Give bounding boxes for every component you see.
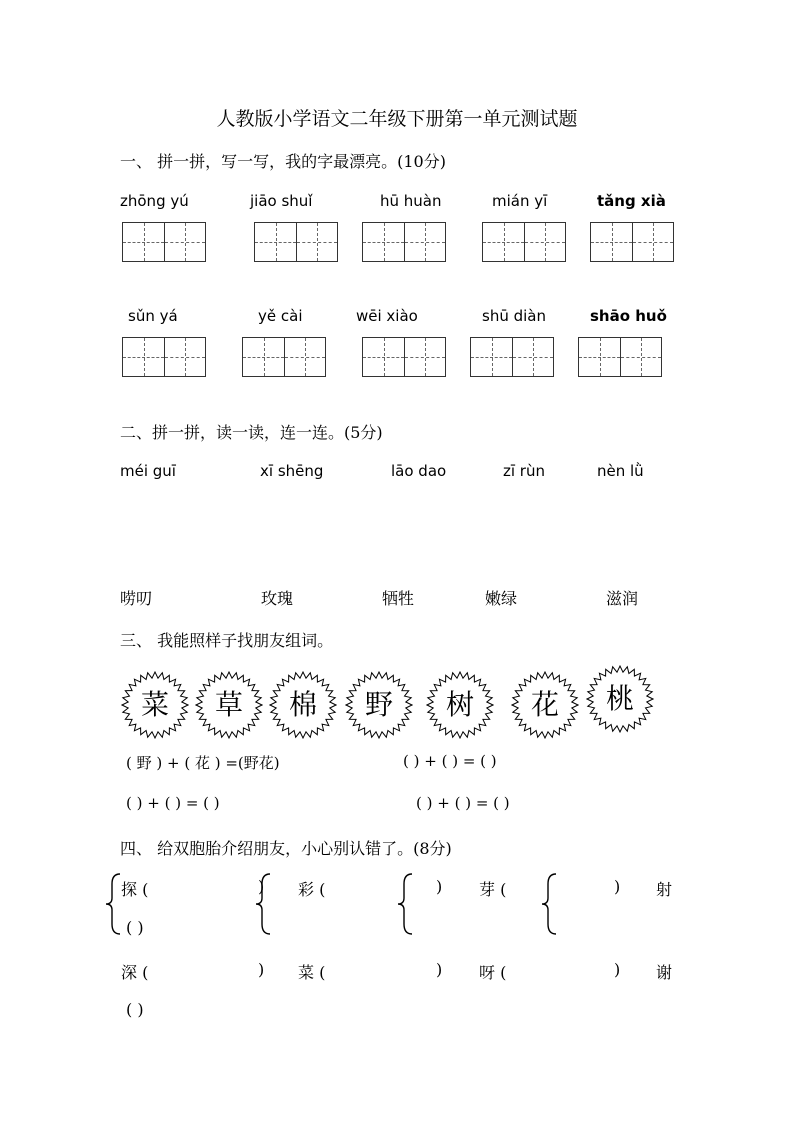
twin-char-label: 谢	[656, 963, 673, 982]
pinyin-label: tǎng xià	[597, 192, 666, 210]
twin-char-label: 菜 (	[298, 963, 326, 982]
star-char: 草	[214, 688, 243, 721]
writing-grid[interactable]	[122, 337, 206, 377]
star-badge	[586, 665, 654, 733]
paren-close: )	[436, 960, 443, 979]
section4-heading: 四、 给双胞胎介绍朋友，小心别认错了。(8分)	[120, 839, 452, 858]
section3-heading: 三、 我能照样子找朋友组词。	[120, 631, 334, 650]
match-word[interactable]: 玫瑰	[261, 589, 294, 608]
star-badge	[511, 671, 579, 739]
star-badge	[345, 671, 413, 739]
match-word[interactable]: 嫩绿	[485, 589, 518, 608]
writing-grid[interactable]	[362, 337, 446, 377]
pinyin-label: jiāo shuǐ	[250, 192, 313, 210]
pinyin-label: zī rùn	[503, 462, 545, 480]
writing-grid[interactable]	[242, 337, 326, 377]
blank-line[interactable]: ( ) + ( ) = ( )	[403, 752, 497, 770]
pinyin-label: shāo huǒ	[590, 307, 667, 325]
pinyin-label: zhōng yú	[120, 192, 189, 210]
pinyin-label: sǔn yá	[128, 307, 178, 325]
pinyin-label: xī shēng	[260, 462, 324, 480]
twin-char-label: 彩 (	[298, 880, 326, 899]
star-badge	[195, 671, 263, 739]
match-word[interactable]: 滋润	[606, 589, 639, 608]
paren-close: )	[258, 877, 265, 896]
blank-paren[interactable]: ( )	[126, 918, 144, 937]
star-badge	[269, 671, 337, 739]
writing-grid[interactable]	[578, 337, 662, 377]
star-char: 桃	[605, 682, 634, 715]
twin-char-label: 芽 (	[479, 880, 507, 899]
page-title: 人教版小学语文二年级下册第一单元测试题	[216, 108, 578, 130]
twin-char-label: 射	[656, 880, 673, 899]
section1-heading: 一、 拼一拼，写一写，我的字最漂亮。(10分)	[120, 152, 446, 171]
blank-line[interactable]: ( ) + ( ) = ( )	[416, 794, 510, 812]
pinyin-label: mián yī	[492, 192, 548, 210]
writing-grid[interactable]	[362, 222, 446, 262]
match-word[interactable]: 牺牲	[382, 589, 415, 608]
pinyin-label: lāo dao	[391, 462, 447, 480]
blank-paren[interactable]: ( )	[126, 1000, 144, 1019]
star-char: 棉	[288, 688, 317, 721]
pinyin-label: yě cài	[258, 307, 303, 325]
writing-grid[interactable]	[482, 222, 566, 262]
section2-heading: 二、拼一拼，读一读，连一连。(5分)	[120, 423, 383, 442]
paren-close: )	[258, 960, 265, 979]
paren-close: )	[614, 960, 621, 979]
writing-grid[interactable]	[590, 222, 674, 262]
paren-close: )	[436, 877, 443, 896]
pinyin-label: nèn lǜ	[597, 462, 644, 480]
star-char: 树	[445, 688, 474, 721]
writing-grid[interactable]	[122, 222, 206, 262]
brace-icon	[396, 872, 416, 936]
writing-grid[interactable]	[254, 222, 338, 262]
star-badge	[426, 671, 494, 739]
star-badge	[121, 671, 189, 739]
pinyin-label: wēi xiào	[356, 307, 418, 325]
match-word[interactable]: 唠叨	[120, 589, 153, 608]
twin-char-label: 深 (	[121, 963, 149, 982]
pinyin-label: hū huàn	[380, 192, 442, 210]
star-char: 野	[364, 688, 393, 721]
writing-grid[interactable]	[470, 337, 554, 377]
star-char: 菜	[140, 688, 169, 721]
pinyin-label: shū diàn	[482, 307, 546, 325]
pinyin-label: méi guī	[120, 462, 176, 480]
paren-close: )	[614, 877, 621, 896]
example-line: ( 野 ) + ( 花 ) =(野花)	[126, 754, 280, 772]
blank-line[interactable]: ( ) + ( ) = ( )	[126, 794, 220, 812]
twin-char-label: 呀 (	[479, 963, 507, 982]
brace-icon	[540, 872, 560, 936]
twin-char-label: 探 (	[121, 880, 149, 899]
star-char: 花	[530, 688, 559, 721]
